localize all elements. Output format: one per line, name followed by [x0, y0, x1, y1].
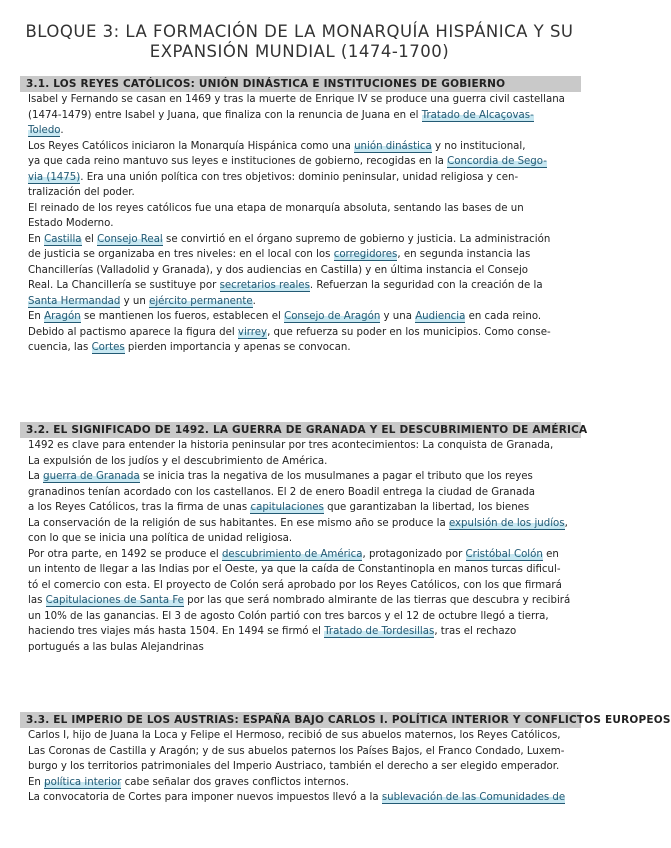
text-line: 1492 es clave para entender la historia peninsular por tres acontecimientos: La conquista de Granada,	[28, 440, 554, 451]
highlight-term: Santa Hermandad	[28, 295, 121, 307]
text-line: granadinos tenían acordado con los castellanos. El 2 de enero Boadil entrega la ciudad de Granada	[28, 486, 535, 498]
text-line: Debido al pactismo aparece la figura del virrey, que refuerza su poder en los municipios. Como conse-	[28, 326, 551, 338]
text-line: Los Reyes Católicos iniciaron la Monarquía Hispánica como una unión dinástica y no institucional,	[28, 140, 526, 152]
highlight-term: corregidores	[333, 249, 398, 260]
highlight-term: Cortes	[91, 342, 125, 353]
text-line: En política interior cabe señalar dos graves conflictos internos.	[28, 776, 349, 788]
section-3-2	[0, 422, 599, 655]
section-heading: 3.2. EL SIGNIFICADO DE 1492. LA GUERRA DE GRANADA Y EL DESCUBRIMIENTO DE AMÉRICA	[20, 422, 581, 438]
text-line: un 10% de las ganancias. El 3 de agosto Colón partió con tres barcos y el 12 de octubre llegó a tierra,	[28, 610, 549, 622]
text-line: ya que cada reino mantuvo sus leyes e instituciones de gobierno, recogidas en la Concordia de Sego-	[28, 156, 547, 167]
highlight-term: unión dinástica	[354, 140, 432, 152]
text-line: En Aragón se mantienen los fueros, establecen el Consejo de Aragón y una Audiencia en cada reino.	[28, 311, 542, 322]
text-line: La convocatoria de Cortes para imponer nuevos impuestos llevó a la sublevación de las Comunidades de	[28, 792, 566, 803]
highlight-term: secretarios reales	[219, 280, 310, 291]
text-line: El reinado de los reyes católicos fue una etapa de monarquía absoluta, sentando las bases de un	[28, 202, 524, 214]
highlight-term: guerra de Granada	[43, 471, 140, 482]
text-line: Por otra parte, en 1492 se produce el descubrimiento de América, protagonizado por Cristóbal Colón en	[28, 548, 559, 560]
text-line: La guerra de Granada se inicia tras la negativa de los musulmanes a pagar el tributo que los reyes	[28, 471, 533, 482]
highlight-term: Audiencia	[415, 311, 466, 322]
text-line: Isabel y Fernando se casan en 1469 y tras la muerte de Enrique IV se produce una guerra civil castellana	[28, 94, 565, 105]
text-line: Toledo.	[28, 125, 64, 136]
text-line: haciendo tres viajes más hasta 1504. En 1494 se firmó el Tratado de Tordesillas, tras el rechazo	[28, 626, 517, 637]
highlight-term: Tratado de Alcaçovas-	[421, 109, 534, 121]
text-line: a los Reyes Católicos, tras la firma de unas capitulaciones que garantizaban la libertad, los bienes	[28, 502, 530, 513]
highlight-term: sublevación de las Comunidades de	[381, 792, 566, 803]
section-body	[28, 92, 581, 356]
section-heading: 3.3. EL IMPERIO DE LOS AUSTRIAS: ESPAÑA BAJO CARLOS I. POLÍTICA INTERIOR Y CONFLICTOS EUROPEOS	[20, 712, 581, 728]
document-title	[0, 0, 599, 62]
text-line: tralización del poder.	[28, 187, 135, 198]
text-line: un intento de llegar a las Indias por el Oeste, ya que la caída de Constantinopla en manos turcas dificul-	[28, 564, 561, 575]
text-line: Chancillerías (Valladolid y Granada), y dos audiencias en Castilla) y en última instancia el Consejo	[28, 264, 529, 276]
text-line: La expulsión de los judíos y el descubrimiento de América.	[28, 455, 328, 467]
text-line: tó el comercio con esta. El proyecto de Colón será aprobado por los Reyes Católicos, con los que firmará	[28, 579, 562, 591]
highlight-term: descubrimiento de América	[221, 548, 363, 560]
section-3-3	[0, 712, 671, 806]
text-line: Estado Moderno.	[28, 218, 114, 229]
text-line: (1474-1479) entre Isabel y Juana, que finaliza con la renuncia de Juana en el Tratado de Alcaçovas-	[28, 109, 534, 121]
highlight-term: Consejo de Aragón	[284, 311, 381, 322]
highlight-term: Castilla	[44, 233, 82, 245]
highlight-term: Toledo	[28, 125, 61, 136]
section-body	[28, 728, 581, 806]
highlight-term: capitulaciones	[250, 502, 324, 513]
text-line: En Castilla el Consejo Real se convirtió en el órgano supremo de gobierno y justicia. La administración	[28, 233, 551, 245]
text-line: portugués a las bulas Alejandrinas	[28, 641, 204, 653]
text-line: Las Coronas de Castilla y Aragón; y de sus abuelos paternos los Países Bajos, el Franco Condado, Luxem-	[28, 745, 565, 757]
highlight-term: Aragón	[44, 311, 81, 322]
section-heading: 3.1. LOS REYES CATÓLICOS: UNIÓN DINÁSTICA E INSTITUCIONES DE GOBIERNO	[20, 76, 581, 92]
text-line: Carlos I, hijo de Juana la Loca y Felipe el Hermoso, recibió de sus abuelos maternos, los Reyes Católicos,	[28, 730, 561, 741]
highlight-term: Tratado de Tordesillas	[324, 626, 435, 637]
highlight-term: Cristóbal Colón	[465, 548, 543, 560]
text-line: Real. La Chancillería se sustituye por secretarios reales. Refuerzan la seguridad con la creación de la	[28, 280, 543, 291]
highlight-term: ejército permanente	[149, 295, 253, 307]
text-line: con lo que se inicia una política de unidad religiosa.	[28, 533, 293, 544]
highlight-term: expulsión de los judíos	[448, 517, 565, 529]
text-line: burgo y los territorios patrimoniales del Imperio Austriaco, también el derecho a ser elegido emperador.	[28, 761, 560, 772]
text-line: via (1475). Era una unión política con tres objetivos: dominio peninsular, unidad religiosa y cen-	[28, 171, 519, 183]
text-line: las Capitulaciones de Santa Fe por las que será nombrado almirante de las tierras que descubra y recibirá	[28, 595, 571, 606]
text-line: La conservación de la religión de sus habitantes. En ese mismo año se produce la expulsión de los judíos,	[28, 517, 568, 529]
text-line: de justicia se organizaba en tres niveles: en el local con los corregidores, en segunda instancia las	[28, 249, 531, 260]
title-line-2: EXPANSIÓN MUNDIAL (1474-1700)	[149, 42, 450, 61]
text-line: cuencia, las Cortes pierden importancia y apenas se convocan.	[28, 342, 351, 353]
text-line: Santa Hermandad y un ejército permanente.	[28, 295, 256, 307]
section-body	[28, 438, 581, 655]
title-line-1: BLOQUE 3: LA FORMACIÓN DE LA MONARQUÍA HISPÁNICA Y SU	[25, 22, 574, 41]
highlight-term: Capitulaciones de Santa Fe	[45, 595, 184, 606]
highlight-term: política interior	[44, 776, 122, 788]
section-3-1	[0, 76, 599, 356]
highlight-term: virrey	[237, 326, 268, 338]
highlight-term: Consejo Real	[97, 233, 163, 245]
highlight-term: via (1475)	[28, 171, 81, 183]
highlight-term: Concordia de Sego-	[447, 156, 547, 167]
